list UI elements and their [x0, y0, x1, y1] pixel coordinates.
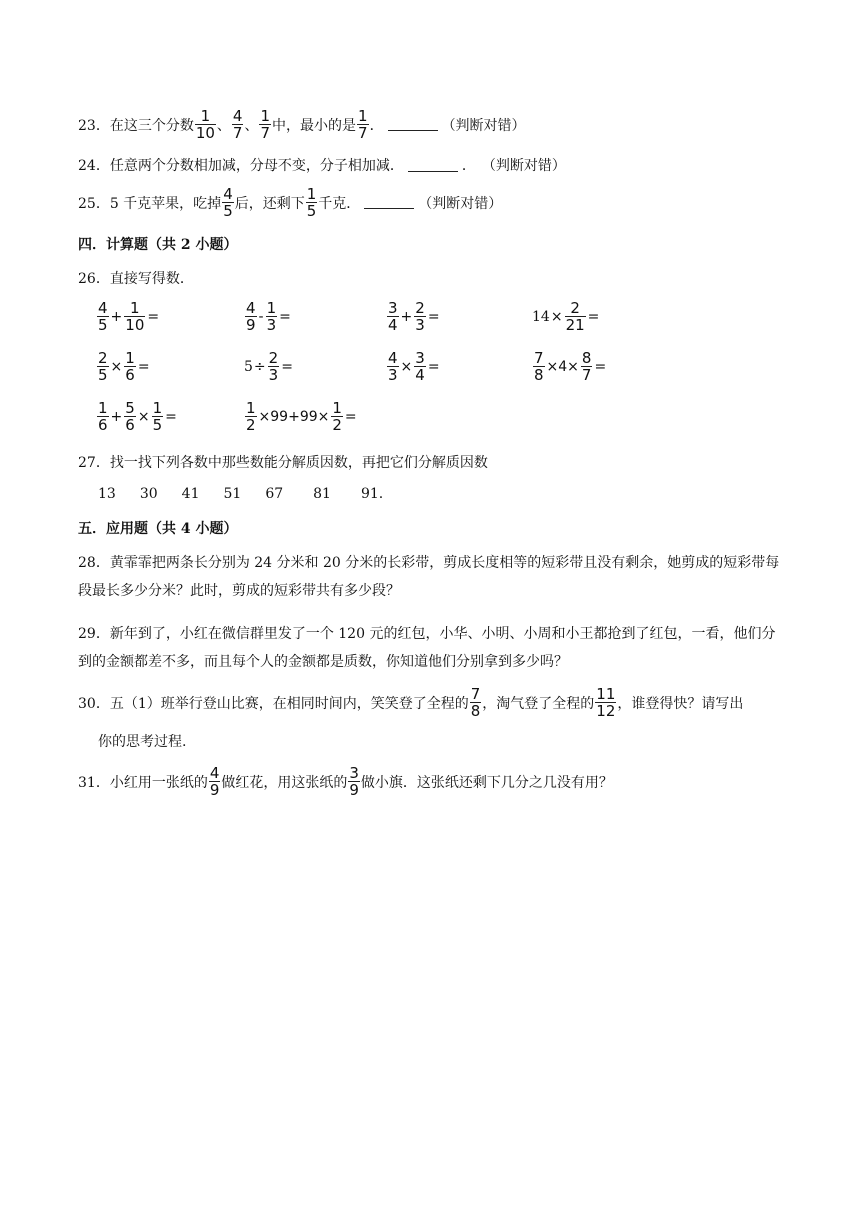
calc-item: $\frac{7}{8}$ ×4× $\frac{8}{7}$ =: [534, 349, 607, 384]
fraction: $\frac{11}{12}$: [596, 685, 616, 720]
calc-item: $\frac{2}{5}$ × $\frac{1}{6}$ =: [98, 349, 150, 384]
list-item: 51: [223, 486, 242, 502]
calc-item: 5 ÷ $\frac{2}{3}$ =: [244, 349, 293, 384]
calc-item: $\frac{3}{4}$ + $\frac{2}{3}$ =: [388, 299, 440, 334]
question-23: 23． 在这三个分数 $\frac{1}{10}$ 、 $\frac{4}{7}$ 、 $\frac{1}{7}$ 中，最小的是 $\frac{1}{7}$ ． （判断对错）: [78, 107, 526, 142]
question-24: 24． 任意两个分数相加减，分母不变，分子相加减． ． （判断对错）: [78, 158, 566, 174]
list-item: 41: [181, 486, 200, 502]
calc-item: $\frac{1}{6}$ + $\frac{5}{6}$ × $\frac{1}{5}$ =: [98, 399, 177, 434]
fraction: $\frac{1}{5}$: [306, 185, 317, 220]
fraction: $\frac{7}{8}$: [470, 685, 481, 720]
section-heading: 五．应用题（共 4 小题）: [78, 521, 238, 537]
list-item: 30: [139, 486, 158, 502]
question-26: 26． 直接写得数．: [78, 271, 194, 287]
question-30: 30． 五（1）班举行登山比赛，在相同时间内，笑笑登了全程的 $\frac{7}{8}$ ，淘气登了全程的 $\frac{11}{12}$ ，谁登得快？请写出: [78, 685, 744, 720]
question-30-line2: 你的思考过程.: [98, 734, 187, 750]
calc-item: $\frac{1}{2}$ ×99+99× $\frac{1}{2}$ =: [246, 399, 357, 434]
calc-item: $\frac{4}{9}$ - $\frac{1}{3}$ =: [246, 299, 291, 334]
number-list: [98, 486, 407, 502]
section-heading: 四．计算题（共 2 小题）: [78, 237, 238, 253]
list-item: 81: [313, 486, 331, 502]
question-27: 27． 找一找下列各数中那些数能分解质因数，再把它们分解质因数: [78, 455, 488, 471]
calc-item: $\frac{4}{5}$ + $\frac{1}{10}$ =: [98, 299, 160, 334]
fraction: $\frac{4}{9}$: [209, 764, 220, 799]
calc-item: $\frac{4}{3}$ × $\frac{3}{4}$ =: [388, 349, 440, 384]
question-29: 29．新年到了，小红在微信群里发了一个 120 元的红包，小华、小明、小周和小王都抢到了红包，一看，他们分到的金额都差不多，而且每个人的金额都是质数，你知道他们分别拿到多少吗？: [78, 626, 776, 670]
question-28: 28．黄霏霏把两条长分别为 24 分米和 20 分米的长彩带，剪成长度相等的短彩带且没有剩余，她剪成的短彩带每段最长多少分米？此时，剪成的短彩带共有多少段？: [78, 555, 780, 599]
list-item: 67: [265, 486, 284, 502]
list-item: 91.: [360, 486, 384, 502]
fraction: $\frac{1}{10}$: [195, 107, 215, 142]
fraction: $\frac{1}{7}$: [260, 107, 271, 142]
calc-item: 14 × $\frac{2}{21}$ =: [532, 299, 600, 334]
question-31: 31． 小红用一张纸的 $\frac{4}{9}$ 做红花，用这张纸的 $\frac{3}{9}$ 做小旗．这张纸还剩下几分之几没有用？: [78, 764, 613, 799]
fraction: $\frac{4}{7}$: [232, 107, 243, 142]
fraction: $\frac{1}{7}$: [358, 107, 368, 142]
answer-blank[interactable]: [408, 159, 458, 172]
list-item: 13: [98, 486, 116, 502]
fraction: $\frac{3}{9}$: [349, 764, 359, 799]
answer-blank[interactable]: [388, 118, 438, 131]
answer-blank[interactable]: [364, 196, 414, 209]
fraction: $\frac{4}{5}$: [223, 185, 233, 220]
question-25: 25． 5 千克苹果，吃掉 $\frac{4}{5}$ 后，还剩下 $\frac{1}{5}$ 千克． （判断对错）: [78, 185, 503, 220]
